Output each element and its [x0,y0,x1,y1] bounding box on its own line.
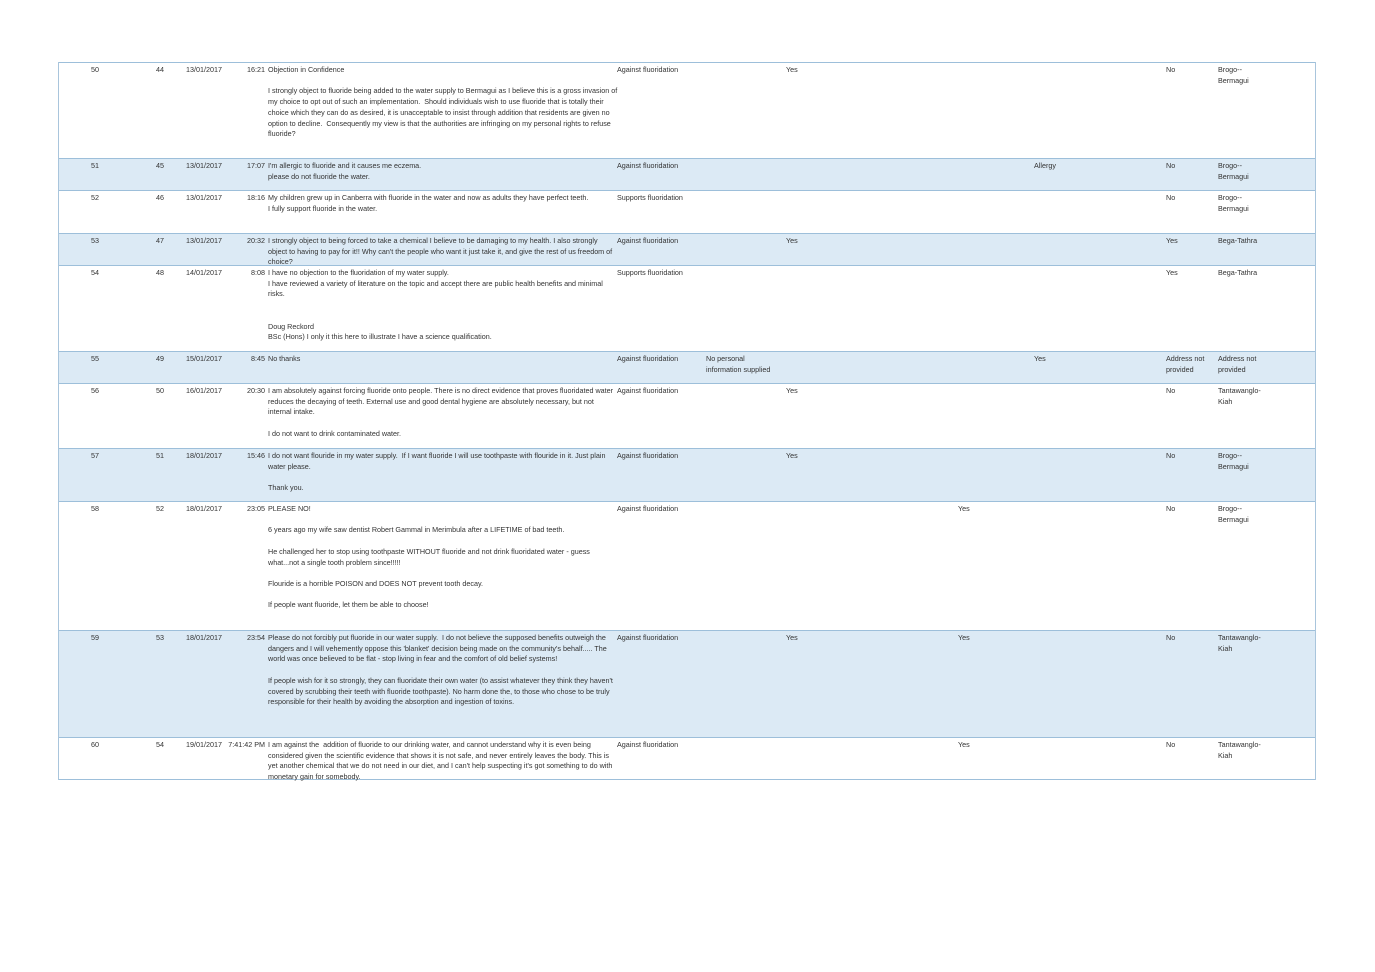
comment-cell: Objection in Confidence I strongly object to fluoride being added to the water supply to Bermagui as I believe this is a gross invasion of my choice to opt out of such an implementation. Should individuals wish to use fluoride that is totally their choice which they can do as desired, it is unacceptable to insist through addition that residents are given no option to decline. Consequently my view is that the authorities are infringing on my personal rights to refuse fluoride? [268,65,618,139]
position-cell: Against fluoridation [617,504,679,513]
table-row [59,351,1315,383]
date-cell: 14/01/2017 [186,268,222,277]
reference-number: 44 [156,65,164,74]
address-cell: No [1166,161,1176,170]
comment-cell: I am absolutely against forcing fluoride onto people. There is no direct evidence that proves fluoridated water reduces the decaying of teeth. External use and good dental hygiene are absolutely necessary, but not internal intake. I do not want to drink contaminated water. [268,386,614,438]
address-cell: Address not provided [1166,354,1205,374]
reference-number: 49 [156,354,164,363]
table-row [59,501,1315,630]
address-cell: No [1166,386,1176,395]
reference-number: 54 [156,740,164,749]
date-cell: 16/01/2017 [186,386,222,395]
area-cell: Brogo-- Bermagui [1218,451,1249,471]
time-cell: 8:08 [251,268,265,277]
time-cell: 17:07 [247,161,265,170]
comment-cell: I'm allergic to fluoride and it causes me eczema. please do not fluoride the water. [268,161,422,181]
area-cell: Brogo-- Bermagui [1218,65,1249,85]
area-cell: Brogo-- Bermagui [1218,504,1249,524]
table-row [59,737,1315,780]
date-cell: 15/01/2017 [186,354,222,363]
area-cell: Brogo-- Bermagui [1218,193,1249,213]
submission-number: 53 [91,236,99,245]
comment-cell: My children grew up in Canberra with fluoride in the water and now as adults they have perfect teeth. I fully support fluoride in the water. [268,193,589,213]
response-cell-a: Yes [786,236,798,245]
comment-cell: I do not want flouride in my water supply. If I want fluoride I will use toothpaste with flouride in it. Just plain water please. Thank you. [268,451,606,493]
address-cell: No [1166,504,1176,513]
personal-info-cell: No personal information supplied [706,354,771,374]
time-cell: 16:21 [247,65,265,74]
date-cell: 19/01/2017 [186,740,222,749]
position-cell: Against fluoridation [617,740,679,749]
position-cell: Supports fluoridation [617,268,683,277]
response-cell-b: Yes [958,633,970,642]
address-cell: No [1166,740,1176,749]
time-cell: 7:41:42 PM [228,740,265,749]
table-row [59,265,1315,351]
time-cell: 8:45 [251,354,265,363]
position-cell: Against fluoridation [617,633,679,642]
submissions-table [58,62,1316,780]
position-cell: Against fluoridation [617,65,679,74]
date-cell: 13/01/2017 [186,65,222,74]
submission-number: 50 [91,65,99,74]
submission-number: 52 [91,193,99,202]
table-row [59,383,1315,448]
response-cell-a: Yes [786,451,798,460]
position-cell: Against fluoridation [617,451,679,460]
table-row [59,233,1315,265]
position-cell: Against fluoridation [617,354,679,363]
submission-number: 59 [91,633,99,642]
date-cell: 18/01/2017 [186,633,222,642]
area-cell: Bega-Tathra [1218,268,1258,277]
response-cell-c: Yes [1034,354,1046,363]
reference-number: 53 [156,633,164,642]
reference-number: 50 [156,386,164,395]
response-cell-b: Yes [958,740,970,749]
address-cell: No [1166,65,1176,74]
area-cell: Bega-Tathra [1218,236,1258,245]
area-cell: Tantawanglo- Kiah [1218,633,1261,653]
area-cell: Address not provided [1218,354,1257,374]
submission-number: 55 [91,354,99,363]
reference-number: 51 [156,451,164,460]
submission-number: 51 [91,161,99,170]
reference-number: 46 [156,193,164,202]
comment-cell: No thanks [268,354,301,363]
reference-number: 48 [156,268,164,277]
comment-cell: I have no objection to the fluoridation of my water supply. I have reviewed a variety of literature on the topic and accept there are public health benefits and minimal risks. Doug Reckord BSc (Hons) I only it this here to illustrate I have a science qualification. [268,268,603,342]
position-cell: Against fluoridation [617,161,679,170]
address-cell: No [1166,451,1176,460]
position-cell: Supports fluoridation [617,193,683,202]
time-cell: 15:46 [247,451,265,460]
time-cell: 23:05 [247,504,265,513]
table-row [59,630,1315,737]
date-cell: 13/01/2017 [186,236,222,245]
table-row [59,448,1315,501]
response-cell-a: Yes [786,65,798,74]
time-cell: 20:30 [247,386,265,395]
area-cell: Brogo-- Bermagui [1218,161,1249,181]
date-cell: 18/01/2017 [186,451,222,460]
response-cell-a: Yes [786,386,798,395]
submission-number: 60 [91,740,99,749]
position-cell: Against fluoridation [617,236,679,245]
reference-number: 47 [156,236,164,245]
area-cell: Tantawanglo- Kiah [1218,740,1261,760]
table-row [59,158,1315,190]
submission-number: 54 [91,268,99,277]
comment-cell: I strongly object to being forced to take a chemical I believe to be damaging to my health. I also strongly object to having to pay for it!! Why can't the people who want it just take it, and give the rest of us freedom of choice? [268,236,615,267]
address-cell: No [1166,193,1176,202]
time-cell: 23:54 [247,633,265,642]
response-cell-b: Yes [958,504,970,513]
address-cell: Yes [1166,236,1178,245]
address-cell: No [1166,633,1176,642]
area-cell: Tantawanglo- Kiah [1218,386,1261,406]
submission-number: 58 [91,504,99,513]
date-cell: 13/01/2017 [186,161,222,170]
table-row [59,190,1315,233]
comment-cell: PLEASE NO! 6 years ago my wife saw dentist Robert Gammal in Merimbula after a LIFETIME of bad teeth. He challenged her to stop using toothpaste WITHOUT fluoride and not drink fluoridated water - guess what...not a single tooth problem since!!!!! Flouride is a horrible POISON and DOES NOT prevent tooth decay. If people want fluoride, let them be able to choose! [268,504,590,610]
submission-number: 57 [91,451,99,460]
time-cell: 20:32 [247,236,265,245]
table-row [59,62,1315,158]
date-cell: 13/01/2017 [186,193,222,202]
submission-number: 56 [91,386,99,395]
response-cell-a: Yes [786,633,798,642]
comment-cell: Please do not forcibly put fluoride in our water supply. I do not believe the supposed benefits outweigh the dangers and I will vehemently oppose this 'blanket' decision being made on the community's behalf..... The world was once believed to be flat - stop living in fear and the comfort of old belief systems! If people wish for it so strongly, they can fluoridate their own water (to assist whatever they think they haven't covered by scrubbing their teeth with fluoride toothpaste). No harm done the, to those who chose to be truly responsible for their health by avoiding the absorption and ingestion of toxins. [268,633,613,707]
response-cell-c: Allergy [1034,161,1056,170]
position-cell: Against fluoridation [617,386,679,395]
time-cell: 18:16 [247,193,265,202]
reference-number: 45 [156,161,164,170]
date-cell: 18/01/2017 [186,504,222,513]
address-cell: Yes [1166,268,1178,277]
reference-number: 52 [156,504,164,513]
comment-cell: I am against the addition of fluoride to our drinking water, and cannot understand why it is even being considered given the scientific evidence that shows it is not safe, and never entirely leaves the body. This is yet another chemical that we do not need in our diet, and I can't help suspecting it's got something to do with monetary gain for somebody. [268,740,615,782]
